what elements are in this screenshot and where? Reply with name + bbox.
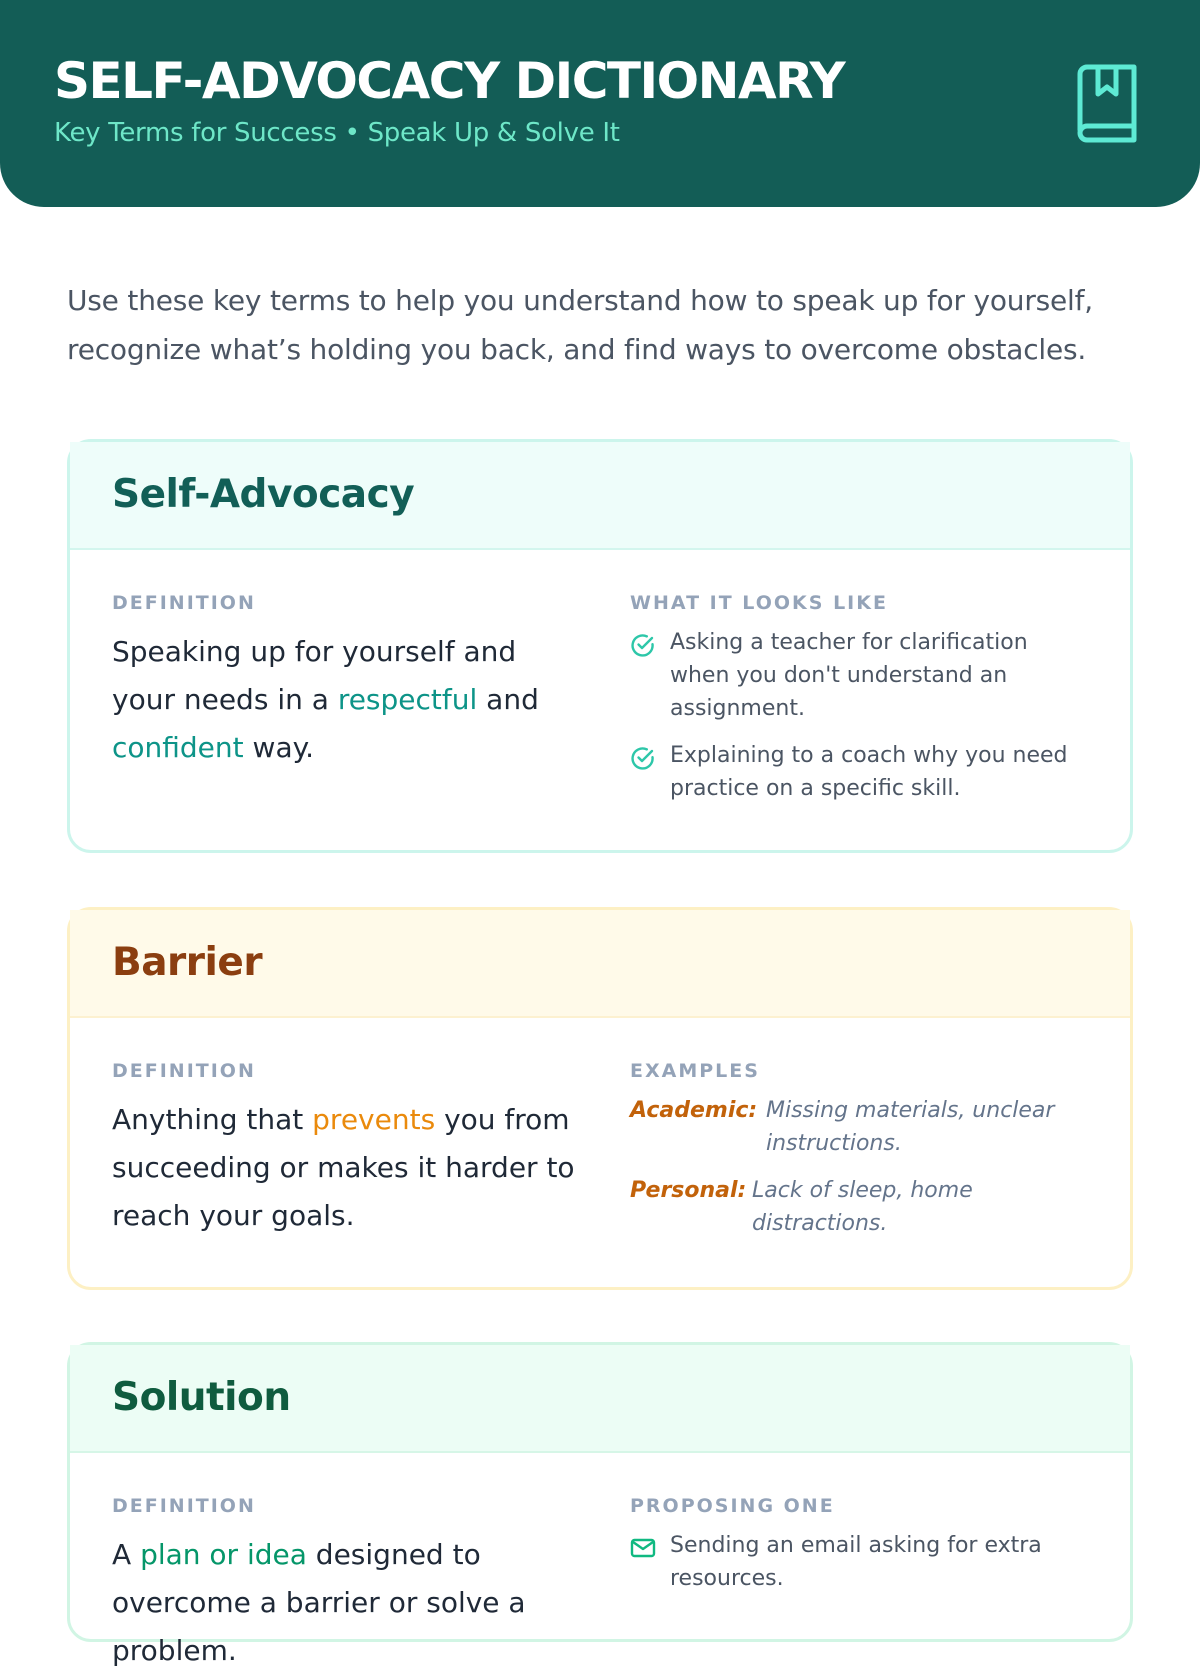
examples-label: EXAMPLES <box>630 1060 760 1082</box>
page-subtitle: Key Terms for Success • Speak Up & Solve It <box>54 118 620 148</box>
definition-text <box>112 1531 582 1675</box>
list-item-text: Sending an email asking for extra resources. <box>670 1533 1042 1591</box>
definition-part: and <box>477 683 539 716</box>
list-item <box>630 739 1090 805</box>
list-item-text: Asking a teacher for clarification when you don't understand an assignment. <box>670 630 1028 721</box>
term-card-solution <box>67 1342 1133 1667</box>
definition-text <box>112 1096 582 1240</box>
highlight-word: prevents <box>312 1103 436 1136</box>
definition-part: you from succeeding or makes it harder to reach your goals. <box>112 1103 575 1232</box>
definition-part: Anything that <box>112 1103 313 1136</box>
card-header <box>70 910 1130 1018</box>
definition-label: DEFINITION <box>112 1060 256 1082</box>
example-personal <box>630 1174 1100 1240</box>
intro-text: Use these key terms to help you understand how to speak up for yourself, recognize what’s holding you back, and find ways to overcome obstacles. <box>67 284 1093 366</box>
list-item-text: Explaining to a coach why you need practice on a specific skill. <box>670 743 1068 801</box>
check-circle-icon <box>630 745 656 771</box>
example-text: Missing materials, unclear instructions. <box>766 1098 1055 1156</box>
example-text: Lack of sleep, home distractions. <box>752 1178 973 1236</box>
definition-text <box>112 628 582 772</box>
example-tag: Academic: <box>630 1098 758 1123</box>
term-card-barrier <box>67 907 1133 1290</box>
definition-label: DEFINITION <box>112 592 256 614</box>
definition-part: way. <box>243 731 315 764</box>
definition-label: DEFINITION <box>112 1495 256 1517</box>
highlight-word: respectful <box>337 683 478 716</box>
term-title: Barrier <box>112 940 263 985</box>
definition-part: Speaking up for yourself and your needs in a <box>112 635 517 716</box>
highlight-word: plan or idea <box>140 1538 307 1571</box>
definition-part: designed to overcome a barrier or solve a problem. <box>112 1538 526 1667</box>
proposing-label: PROPOSING ONE <box>630 1495 835 1517</box>
example-academic <box>630 1094 1100 1160</box>
card-header <box>70 1345 1130 1453</box>
term-title: Solution <box>112 1375 291 1420</box>
definition-part: A <box>112 1538 141 1571</box>
looks-like-label: WHAT IT LOOKS LIKE <box>630 592 888 614</box>
highlight-word: confident <box>112 731 244 764</box>
book-bookmark-icon <box>1074 64 1140 142</box>
check-circle-icon <box>630 632 656 658</box>
list-item <box>630 626 1090 725</box>
page-header <box>0 0 1200 207</box>
term-title: Self-Advocacy <box>112 472 415 517</box>
term-card-self-advocacy <box>67 439 1133 853</box>
card-header <box>70 442 1130 550</box>
page-title: SELF-ADVOCACY DICTIONARY <box>54 52 845 110</box>
list-item <box>630 1529 1090 1595</box>
example-tag: Personal: <box>630 1178 747 1203</box>
mail-icon <box>630 1535 656 1561</box>
